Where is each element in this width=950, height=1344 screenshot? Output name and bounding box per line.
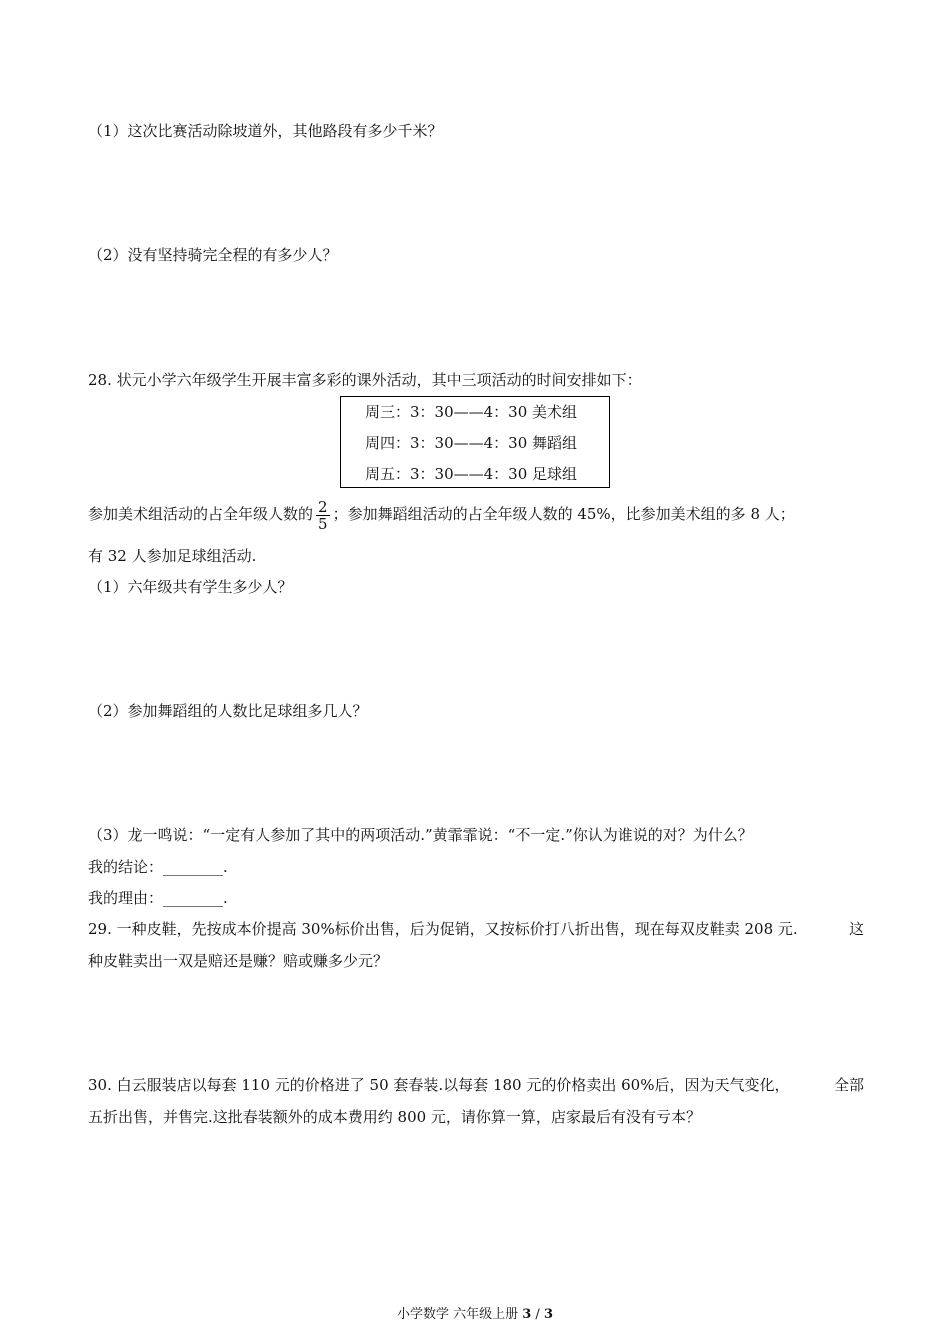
q28-conclusion: 我的结论：________. [88, 858, 228, 876]
fraction-denominator: 5 [318, 514, 328, 533]
q30-line2: 五折出售，并售完.这批春装额外的成本费用约 800 元，请你算一算，店家最后有没有亏本？ [88, 1108, 701, 1126]
q30-line1-end: 全部 [833, 1076, 864, 1094]
q28-line2: 有 32 人参加足球组活动. [88, 547, 257, 565]
q28-reason: 我的理由：________. [88, 889, 228, 907]
q28-condition-line [88, 496, 795, 532]
q29-line1-end: 这 [848, 920, 864, 938]
q28-intro: 28. 状元小学六年级学生开展丰富多彩的课外活动，其中三项活动的时间安排如下： [88, 371, 642, 389]
q29-line1-main: 29. 一种皮鞋，先按成本价提高 30%标价出售，后为促销，又按标价打八折出售，现在每双皮鞋卖 208 元. [88, 920, 798, 938]
q30-line1-main: 30. 白云服装店以每套 110 元的价格进了 50 套春装.以每套 180 元的价格卖出 60%后，因为天气变化， [88, 1076, 790, 1094]
schedule-row-wednesday: 周三：3：30——4：30 美术组 [365, 403, 578, 421]
q28-text-after-fraction: ；参加舞蹈组活动的占全年级人数的 45%，比参加美术组的多 8 人； [332, 505, 795, 523]
q28-sub2: （2）参加舞蹈组的人数比足球组多几人？ [88, 702, 368, 720]
q27-sub2: （2）没有坚持骑完全程的有多少人？ [88, 246, 338, 264]
q28-text-before-fraction: 参加美术组活动的占全年级人数的 [88, 505, 314, 523]
footer-subject: 小学数学 六年级上册 [396, 1307, 523, 1322]
q28-sub1: （1）六年级共有学生多少人？ [88, 578, 293, 596]
fraction-numerator: 2 [318, 497, 328, 516]
fraction-two-fifths [316, 499, 330, 532]
footer-page-number: 3 [522, 1307, 532, 1322]
q29-line1 [88, 919, 864, 939]
footer-separator: / [531, 1307, 544, 1322]
q28-sub3: （3）龙一鸣说：“一定有人参加了其中的两项活动.”黄霏霏说：“不一定.”你认为谁说的对？为什么？ [88, 826, 753, 844]
footer-page-total: 3 [543, 1307, 553, 1322]
schedule-row-thursday: 周四：3：30——4：30 舞蹈组 [365, 434, 578, 452]
schedule-row-friday: 周五：3：30——4：30 足球组 [365, 465, 578, 483]
page-footer [0, 1303, 950, 1322]
q27-sub1: （1）这次比赛活动除坡道外，其他路段有多少千米？ [88, 122, 443, 140]
q30-line1 [88, 1075, 864, 1095]
q29-line2: 种皮鞋卖出一双是赔还是赚？赔或赚多少元？ [88, 952, 389, 970]
schedule-box [340, 396, 610, 488]
